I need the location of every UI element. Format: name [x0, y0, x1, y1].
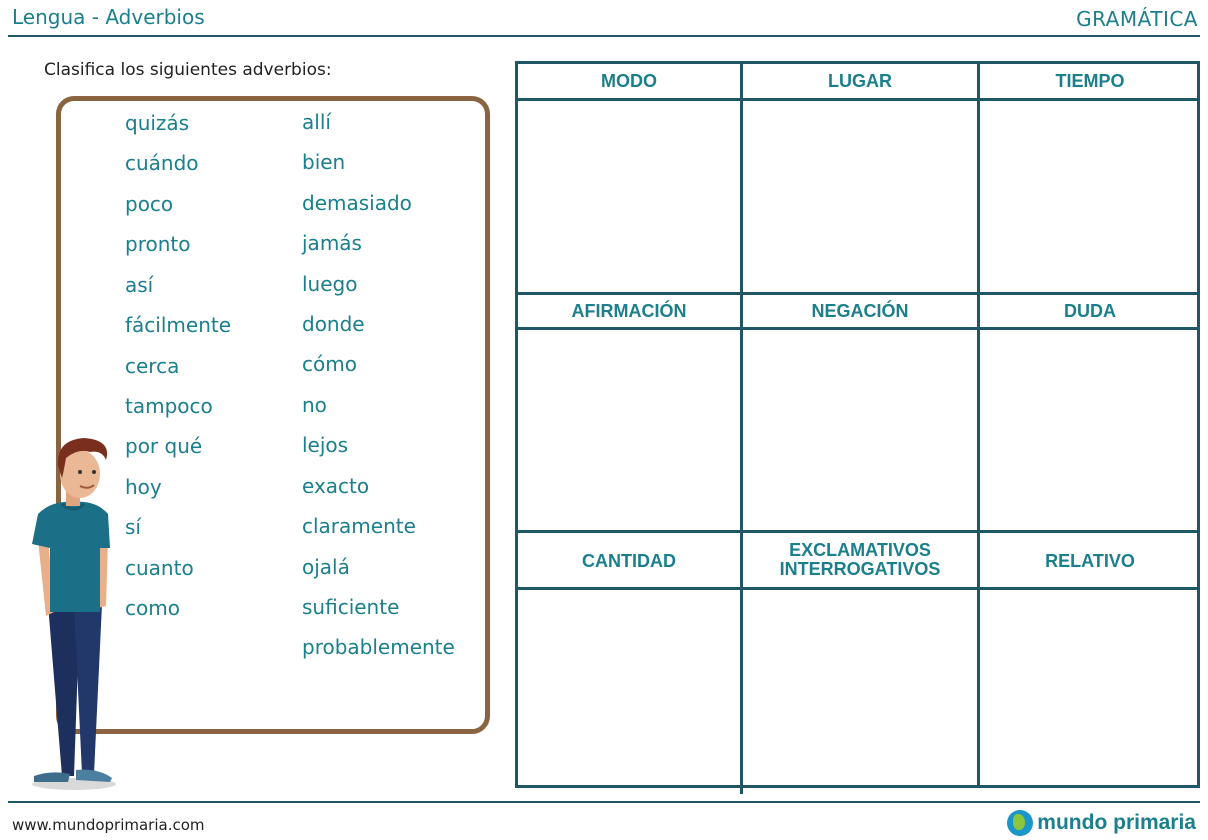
answer-cell-cantidad[interactable] [518, 590, 740, 785]
word-item[interactable]: fácilmente [125, 313, 232, 337]
word-item[interactable]: así [125, 273, 154, 297]
word-item[interactable]: hoy [125, 475, 162, 499]
category-duda: DUDA [1064, 301, 1116, 321]
table-divider [518, 530, 1197, 533]
header-divider [8, 35, 1200, 37]
category-negacion: NEGACIÓN [811, 301, 909, 321]
answer-cell-tiempo[interactable] [980, 101, 1200, 292]
category-modo: MODO [601, 71, 657, 91]
subject-label: GRAMÁTICA [1076, 7, 1198, 31]
word-item[interactable]: bien [302, 150, 346, 174]
word-item[interactable]: cómo [302, 352, 357, 376]
table-divider [518, 292, 1197, 295]
word-item[interactable]: quizás [125, 111, 190, 135]
category-tiempo: TIEMPO [1055, 71, 1125, 91]
logo-text: mundo primaria [1037, 811, 1196, 834]
answer-cell-afirmacion[interactable] [518, 330, 740, 530]
brand-logo[interactable] [1007, 810, 1196, 836]
word-item[interactable]: tampoco [125, 394, 213, 418]
word-item[interactable]: no [302, 393, 327, 417]
word-item[interactable]: cerca [125, 354, 180, 378]
classification-table [515, 61, 1200, 788]
category-relativo: RELATIVO [1045, 551, 1135, 571]
word-item[interactable]: demasiado [302, 191, 412, 215]
word-item[interactable]: ojalá [302, 555, 350, 579]
category-exclamativos-line1: EXCLAMATIVOS [789, 540, 931, 560]
word-item[interactable]: sí [125, 515, 141, 539]
word-item[interactable]: cuanto [125, 556, 194, 580]
answer-cell-duda[interactable] [980, 330, 1200, 530]
word-item[interactable]: pronto [125, 232, 191, 256]
word-item[interactable]: allí [302, 110, 331, 134]
answer-cell-lugar[interactable] [743, 101, 977, 292]
word-item[interactable]: como [125, 596, 180, 620]
word-item[interactable]: por qué [125, 434, 203, 458]
word-item[interactable]: suficiente [302, 595, 400, 619]
word-item[interactable]: probablemente [302, 635, 455, 659]
word-item[interactable]: exacto [302, 474, 370, 498]
boy-character-illustration [22, 436, 122, 796]
instruction-text: Clasifica los siguientes adverbios: [44, 60, 332, 80]
category-lugar: LUGAR [828, 71, 892, 91]
word-item[interactable]: jamás [302, 231, 362, 255]
answer-cell-relativo[interactable] [980, 590, 1200, 785]
word-item[interactable]: poco [125, 192, 174, 216]
word-item[interactable]: cuándo [125, 151, 199, 175]
category-afirmacion: AFIRMACIÓN [571, 301, 687, 321]
category-cantidad: CANTIDAD [582, 551, 676, 571]
answer-cell-exclamativos[interactable] [743, 590, 977, 785]
category-exclamativos-line2: INTERROGATIVOS [779, 559, 941, 579]
word-item[interactable]: claramente [302, 514, 416, 538]
footer-url[interactable]: www.mundoprimaria.com [12, 816, 205, 834]
answer-cell-modo[interactable] [518, 101, 740, 292]
word-item[interactable]: luego [302, 272, 358, 296]
word-item[interactable]: donde [302, 312, 365, 336]
answer-cell-negacion[interactable] [743, 330, 977, 530]
footer-divider [8, 801, 1200, 803]
word-item[interactable]: lejos [302, 433, 349, 457]
category-exclamativos [743, 541, 977, 579]
page-title: Lengua - Adverbios [12, 5, 205, 29]
globe-icon [1007, 810, 1033, 836]
